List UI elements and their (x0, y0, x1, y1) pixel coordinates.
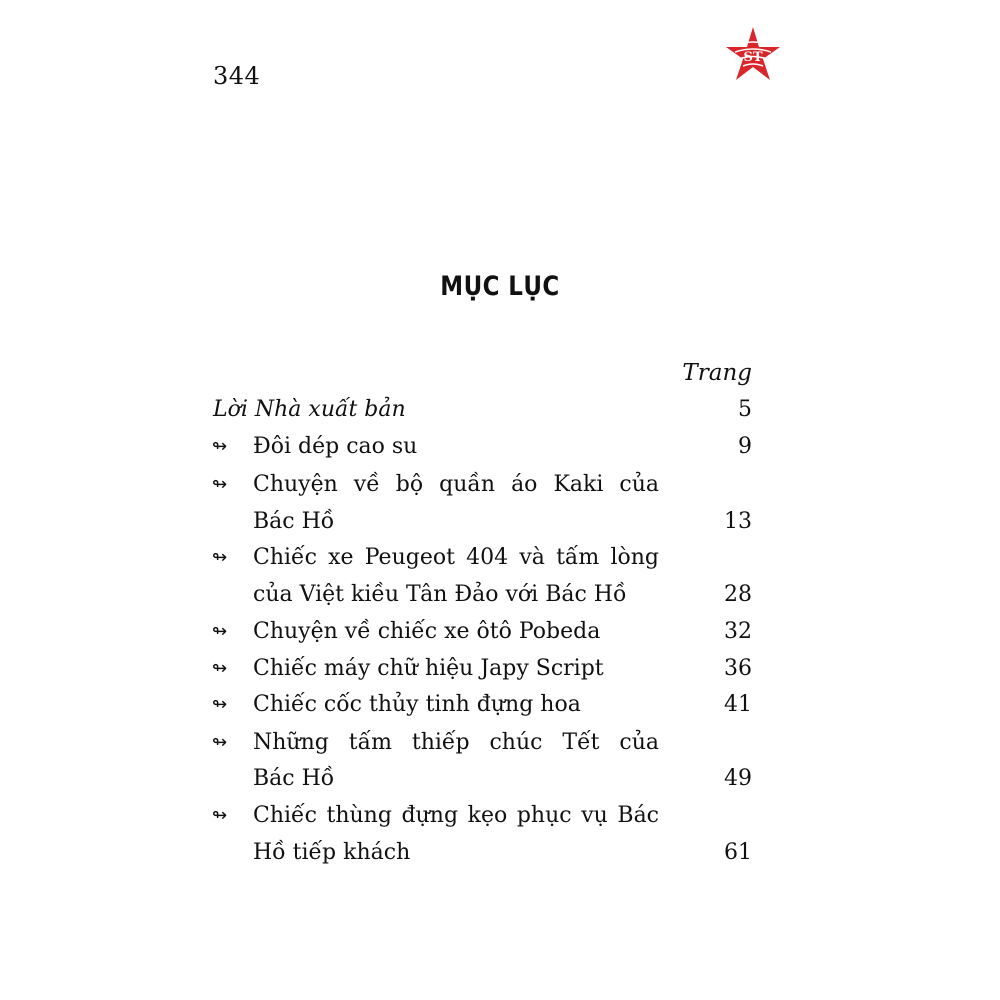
toc-entry[interactable] (0, 687, 1000, 723)
bullet-icon: ↬ (212, 547, 228, 568)
toc-entry-page: 61 (724, 840, 752, 865)
toc-entry-page: 32 (724, 619, 752, 644)
toc-entry-continuation[interactable] (0, 577, 1000, 613)
toc-entry-text: Đôi dép cao su (253, 434, 418, 459)
toc-entry-page: 5 (738, 397, 752, 422)
bullet-icon: ↬ (212, 694, 228, 715)
toc-entry-page: 36 (724, 656, 752, 681)
bullet-icon: ↬ (212, 474, 228, 495)
toc-title: MỤC LỤC (440, 271, 560, 302)
bullet-icon: ↬ (212, 732, 228, 753)
toc-entry-text: Lời Nhà xuất bản (213, 397, 406, 422)
toc-entry-text: Chuyện về chiếc xe ôtô Pobeda (253, 619, 601, 644)
toc-entry-page: 9 (738, 434, 752, 459)
toc-entry-continuation[interactable] (0, 504, 1000, 540)
toc-entry-text: của Việt kiều Tân Đảo với Bác Hồ (253, 582, 627, 607)
svg-text:ST: ST (743, 50, 763, 65)
toc-entry-text: Chiếc cốc thủy tinh đựng hoa (253, 692, 581, 717)
bullet-icon: ↬ (212, 658, 228, 679)
toc-entry[interactable] (0, 725, 1000, 761)
bullet-icon: ↬ (212, 436, 228, 457)
toc-entry-continuation[interactable] (0, 835, 1000, 871)
page-column-header: Trang (682, 360, 752, 386)
toc-entry[interactable] (0, 392, 1000, 428)
toc-entry-text: Chiếc thùng đựng kẹo phục vụ Bác (253, 803, 659, 828)
toc-entry[interactable] (0, 429, 1000, 465)
toc-entry-page: 41 (724, 692, 752, 717)
toc-entry[interactable] (0, 540, 1000, 576)
toc-entry-text: Chuyện về bộ quần áo Kaki của (253, 472, 659, 497)
page-number: 344 (213, 62, 261, 90)
toc-entry[interactable] (0, 614, 1000, 650)
toc-entry-text: Bác Hồ (253, 509, 335, 534)
toc-entry[interactable] (0, 467, 1000, 503)
toc-entry-page: 13 (724, 509, 752, 534)
toc-entry-text: Những tấm thiếp chúc Tết của (253, 730, 659, 755)
toc-entry-text: Chiếc máy chữ hiệu Japy Script (253, 656, 604, 681)
toc-entry-page: 28 (724, 582, 752, 607)
toc-entry-text: Chiếc xe Peugeot 404 và tấm lòng (253, 545, 659, 570)
toc-entry-continuation[interactable] (0, 761, 1000, 797)
bullet-icon: ↬ (212, 621, 228, 642)
bullet-icon: ↬ (212, 805, 228, 826)
toc-entry-text: Bác Hồ (253, 766, 335, 791)
toc-entry[interactable] (0, 651, 1000, 687)
toc-entry[interactable] (0, 798, 1000, 834)
publisher-logo-icon (723, 25, 783, 85)
toc-entry-text: Hồ tiếp khách (253, 840, 411, 865)
toc-entry-page: 49 (724, 766, 752, 791)
